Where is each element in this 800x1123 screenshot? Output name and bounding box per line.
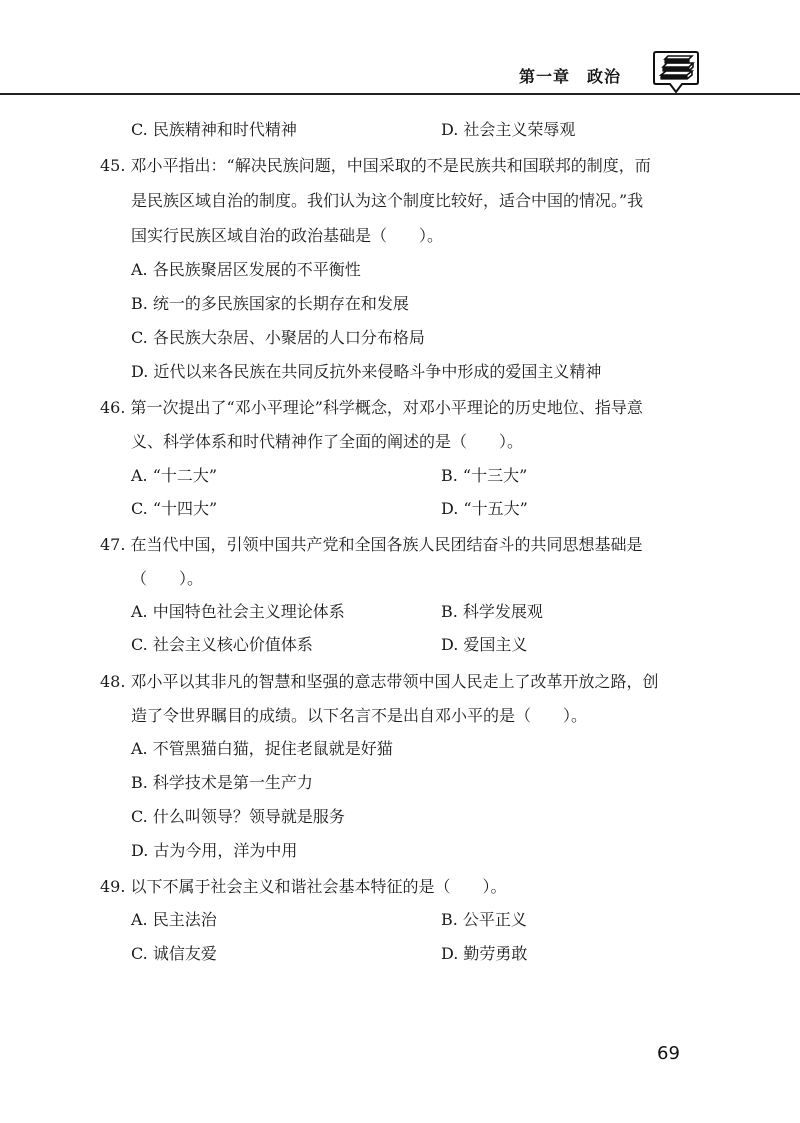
q47-option-b: B. 科学发展观 <box>441 602 543 621</box>
page-number: 69 <box>657 1043 680 1064</box>
q49-option-a: A. 民主法治 <box>131 910 217 929</box>
q49-option-b: B. 公平正义 <box>441 910 527 929</box>
q47-option-c: C. 社会主义核心价值体系 <box>131 635 313 654</box>
q49-stem: 49. 以下不属于社会主义和谐社会基本特征的是（ ）。 <box>100 877 507 896</box>
q49-option-d: D. 勤劳勇敢 <box>441 944 528 963</box>
q44-option-c: C. 民族精神和时代精神 <box>131 120 297 139</box>
q45-stem-line1: 45. 邓小平指出：“解决民族问题，中国采取的不是民族共和国联邦的制度，而 <box>100 156 651 175</box>
q48-option-a: A. 不管黑猫白猫，捉住老鼠就是好猫 <box>131 739 393 758</box>
q45-option-a: A. 各民族聚居区发展的不平衡性 <box>131 260 361 279</box>
q45-stem-line2: 是民族区域自治的制度。我们认为这个制度比较好，适合中国的情况。”我 <box>131 191 644 210</box>
q46-option-a: A. “十二大” <box>131 466 218 485</box>
book-stack-icon <box>652 48 700 94</box>
q47-option-a: A. 中国特色社会主义理论体系 <box>131 602 345 621</box>
q46-option-c: C. “十四大” <box>131 499 218 518</box>
q48-option-c: C. 什么叫领导？领导就是服务 <box>131 807 345 826</box>
q45-stem-line3: 国实行民族区域自治的政治基础是（ ）。 <box>131 226 444 245</box>
q46-stem-line2: 义、科学体系和时代精神作了全面的阐述的是（ ）。 <box>131 432 524 451</box>
q46-stem-line1: 46. 第一次提出了“邓小平理论”科学概念，对邓小平理论的历史地位、指导意 <box>100 398 643 417</box>
header-divider <box>0 93 800 95</box>
q45-option-c: C. 各民族大杂居、小聚居的人口分布格局 <box>131 328 425 347</box>
q48-stem-line1: 48. 邓小平以其非凡的智慧和坚强的意志带领中国人民走上了改革开放之路，创 <box>100 672 659 691</box>
q48-option-d: D. 古为今用，洋为中用 <box>131 841 298 860</box>
q45-option-d: D. 近代以来各民族在共同反抗外来侵略斗争中形成的爱国主义精神 <box>131 362 602 381</box>
q47-stem-line2: （ ）。 <box>131 569 204 588</box>
q45-option-b: B. 统一的多民族国家的长期存在和发展 <box>131 294 409 313</box>
q49-option-c: C. 诚信友爱 <box>131 944 217 963</box>
chapter-title: 第一章 政治 <box>519 67 622 86</box>
q47-option-d: D. 爱国主义 <box>441 635 528 654</box>
q48-stem-line2: 造了令世界瞩目的成绩。以下名言不是出自邓小平的是（ ）。 <box>131 706 588 725</box>
q44-option-d: D. 社会主义荣辱观 <box>441 120 576 139</box>
q48-option-b: B. 科学技术是第一生产力 <box>131 773 313 792</box>
q46-option-d: D. “十五大” <box>441 499 528 518</box>
q47-stem-line1: 47. 在当代中国，引领中国共产党和全国各族人民团结奋斗的共同思想基础是 <box>100 535 643 554</box>
q46-option-b: B. “十三大” <box>441 466 528 485</box>
